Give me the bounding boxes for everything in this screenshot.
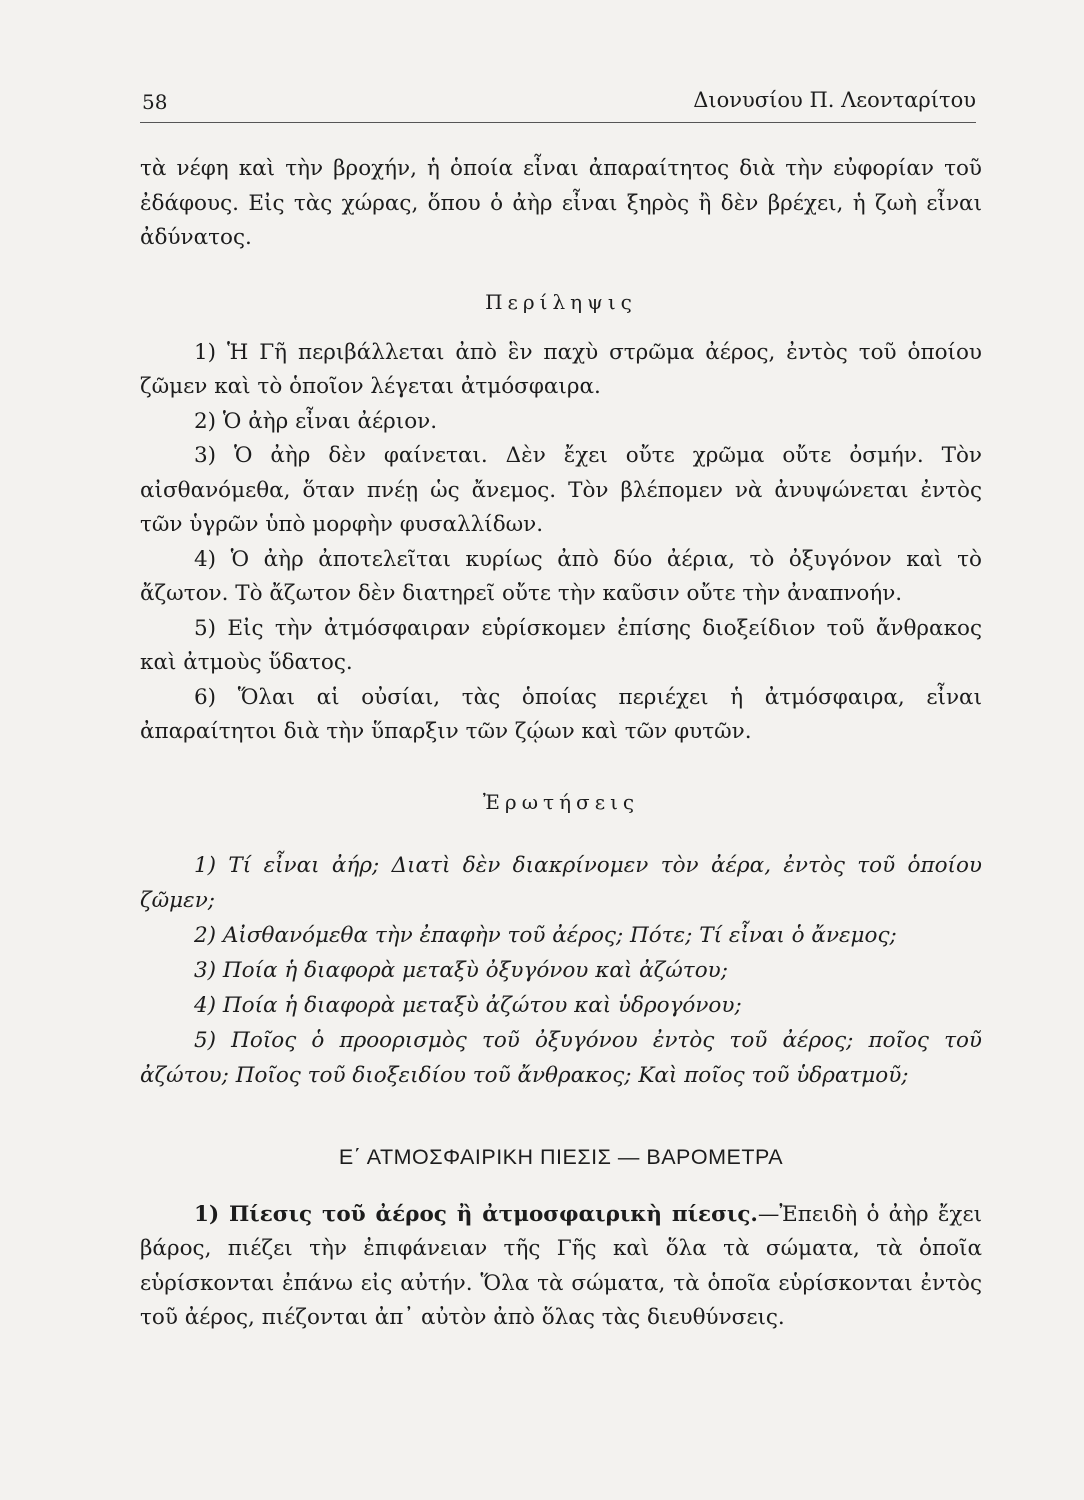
summary-item: 3) Ὁ ἀὴρ δὲν φαίνεται. Δὲν ἔχει οὔτε χρῶμα οὔτε ὀσμήν. Τὸν αἰσθανόμεθα, ὅταν πνέῃ ὡς ἄνεμος. Τὸν βλέπομεν νὰ ἀνυψώνεται ἐντὸς τῶν ὑγρῶν ὑπὸ μορφὴν φυσαλλίδων. <box>140 443 982 537</box>
summary-item: 6) Ὅλαι αἱ οὐσίαι, τὰς ὁποίας περιέχει ἡ ἀτμόσφαιρα, εἶναι ἀπαραίτητοι διὰ τὴν ὕπαρξιν τῶν ζῴων καὶ τῶν φυτῶν. <box>140 684 982 744</box>
section-lead: 1) Πίεσις τοῦ ἀέρος ἢ ἀτμοσφαιρικὴ πίεσις. <box>194 1201 758 1227</box>
summary-item: 4) Ὁ ἀὴρ ἀποτελεῖται κυρίως ἀπὸ δύο ἀέρια, τὸ ὀξυγόνον καὶ τὸ ἄζωτον. Τὸ ἄζωτον δὲν διατηρεῖ οὔτε τὴν καῦσιν οὔτε τὴν ἀναπνοήν. <box>140 546 982 606</box>
section-text: —Ἐπειδὴ ὁ ἀὴρ ἔχει βάρος, πιέζει τὴν ἐπιφάνειαν τῆς Γῆς καὶ ὅλα τὰ σώματα, τὰ ὁποῖα εὑρίσκονται ἐπάνω εἰς αὐτήν. Ὅλα τὰ σώματα, τὰ ὁποῖα εὑρίσκονται ἐντὸς τοῦ ἀέρος, πιέζονται ἀπ᾽ αὐτὸν ἀπὸ ὅλας τὰς διευθύνσεις. <box>140 1201 983 1330</box>
questions-heading: Ἐρωτήσεις <box>482 789 640 814</box>
question-item: 5) Ποῖος ὁ προορισμὸς τοῦ ὀξυγόνου ἐντὸς τοῦ ἀέρος; ποῖος τοῦ ἀζώτου; Ποῖος τοῦ διοξειδίου τοῦ ἄνθρακος; Καὶ ποῖος τοῦ ὑδρατμοῦ; <box>140 1027 982 1088</box>
page-number: 58 <box>142 90 168 114</box>
section-paragraph <box>140 1198 982 1336</box>
summary-heading: Περίληψις <box>485 289 637 314</box>
summary-item: 5) Εἰς τὴν ἀτμόσφαιραν εὑρίσκομεν ἐπίσης διοξείδιον τοῦ ἄνθρακος καὶ ἀτμοὺς ὕδατος. <box>140 615 982 675</box>
intro-paragraph: τὰ νέφη καὶ τὴν βροχήν, ἡ ὁποία εἶναι ἀπαραίτητος διὰ τὴν εὐφορίαν τοῦ ἐδάφους. Εἰς τὰς χώρας, ὅπου ὁ ἀὴρ εἶναι ξηρὸς ἢ δὲν βρέχει, ἡ ζωὴ εἶναι ἀδύνατος. <box>140 156 982 250</box>
page-body <box>140 152 982 1336</box>
summary-item: 2) Ὁ ἀὴρ εἶναι ἀέριον. <box>194 408 438 434</box>
section-title: Ε΄ ΑΤΜΟΣΦΑΙΡΙΚΗ ΠΙΕΣΙΣ — ΒΑΡΟΜΕΤΡΑ <box>338 1144 784 1169</box>
question-item: 1) Τί εἶναι ἀήρ; Διατὶ δὲν διακρίνομεν τὸν ἀέρα, ἐντὸς τοῦ ὁποίου ζῶμεν; <box>140 852 982 913</box>
page-header <box>140 86 976 123</box>
question-item: 4) Ποία ἡ διαφορὰ μεταξὺ ἀζώτου καὶ ὑδρογόνου; <box>194 992 742 1018</box>
summary-item: 1) Ἡ Γῆ περιβάλλεται ἀπὸ ἓν παχὺ στρῶμα ἀέρος, ἐντὸς τοῦ ὁποίου ζῶμεν καὶ τὸ ὁποῖον λέγεται ἀτμόσφαιρα. <box>140 339 982 399</box>
question-item: 2) Αἰσθανόμεθα τὴν ἐπαφὴν τοῦ ἀέρος; Πότε; Τί εἶναι ὁ ἄνεμος; <box>194 922 897 948</box>
running-head: Διονυσίου Π. Λεονταρίτου <box>693 88 976 112</box>
question-item: 3) Ποία ἡ διαφορὰ μεταξὺ ὀξυγόνου καὶ ἀζώτου; <box>194 957 728 983</box>
